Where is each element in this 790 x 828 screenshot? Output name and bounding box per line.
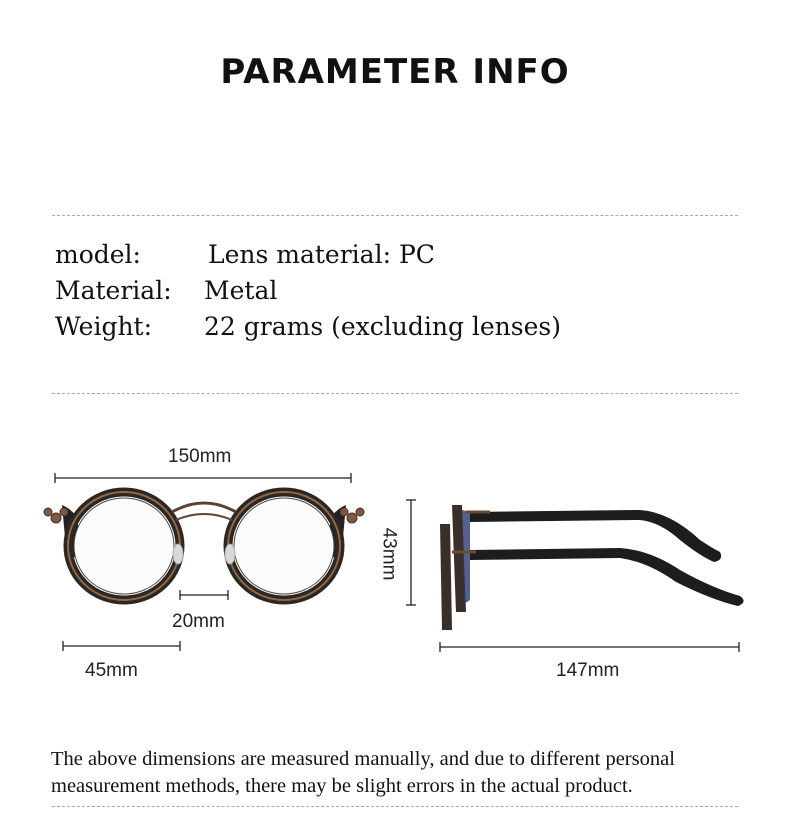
temple-length-label: 147mm	[556, 660, 620, 681]
left-nose-pad	[173, 544, 183, 564]
lower-temple	[470, 548, 744, 606]
bridge-bottom	[176, 514, 232, 520]
spec-label: Material:	[55, 276, 172, 305]
lens-height-label: 43mm	[378, 527, 400, 581]
spec-value: 22 grams (excluding lenses)	[204, 312, 561, 341]
right-nose-pad	[225, 544, 235, 564]
left-hinge-screw	[44, 508, 52, 516]
spec-value: Metal	[204, 276, 278, 305]
spec-label: Weight:	[55, 312, 153, 341]
spec-value: Lens material: PC	[208, 240, 435, 269]
right-hinge-screw	[340, 508, 348, 516]
page-title: PARAMETER INFO	[220, 52, 570, 92]
bridge-top	[172, 503, 236, 512]
right-hinge-screw	[356, 508, 364, 516]
front-view-glasses	[44, 492, 364, 600]
lens-width-label: 45mm	[85, 660, 138, 681]
spec-label: model:	[55, 240, 141, 269]
divider-bottom	[52, 806, 738, 807]
right-lens	[234, 498, 334, 594]
left-hinge-screw	[60, 508, 68, 516]
back-rim-side	[440, 524, 452, 630]
bridge-width-label: 20mm	[172, 611, 225, 632]
left-hinge	[51, 513, 61, 523]
left-lens	[74, 498, 174, 594]
right-hinge	[347, 513, 357, 523]
frame-width-label: 150mm	[168, 446, 232, 467]
side-view-glasses	[440, 505, 744, 630]
measurement-note: The above dimensions are measured manually, and due to different personal measurement methods, there may be slight errors in the actual product.	[51, 748, 675, 797]
